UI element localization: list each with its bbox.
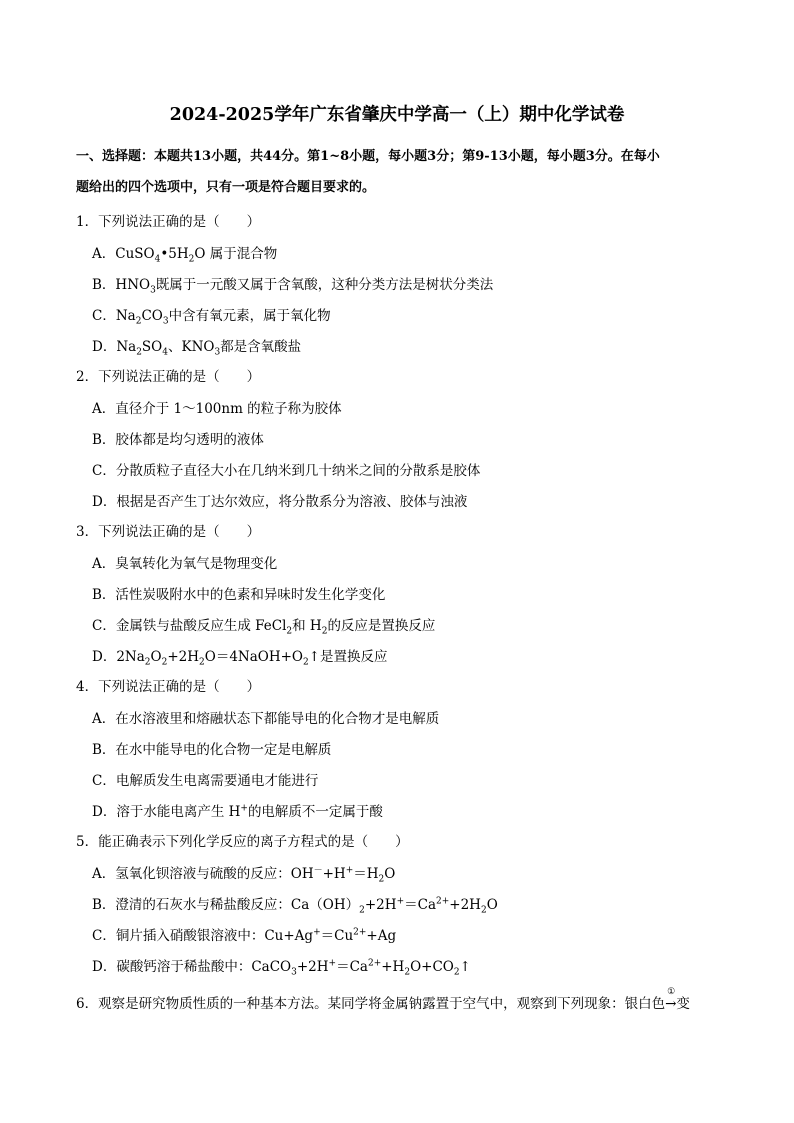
option-text-part: +: [345, 865, 354, 876]
page-title: 2024-2025学年广东省肇庆中学高一（上）期中化学试卷: [169, 105, 625, 125]
option-text-part: A．直径介于 1～100nm 的粒子称为胶体: [92, 401, 342, 417]
question-3-option-D: [92, 647, 388, 667]
option-text-part: 2: [144, 657, 151, 668]
question-1-option-B: [92, 275, 493, 295]
option-text-part: 2: [404, 967, 411, 978]
question-4-option-A: [92, 709, 439, 729]
option-text-part: O: [150, 649, 162, 665]
option-text-part: D．Na: [92, 339, 137, 355]
option-text-part: ↑: [459, 959, 471, 975]
option-text-part: 2: [136, 347, 142, 358]
option-text-part: A．CuSO: [92, 246, 155, 262]
question-2-option-B: [92, 430, 264, 450]
option-text-part: +2H: [167, 649, 200, 665]
section-line-1: 一、选择题：本题共13小题，共44分。第1~8小题，每小题3分；第9-13小题，每小题3分。在每小: [76, 149, 660, 164]
option-text-part: +2H: [449, 897, 481, 913]
question-5-option-C: [92, 926, 396, 946]
section-line-2: 题给出的四个选项中，只有一项是符合题目要求的。: [76, 180, 376, 195]
option-text-part: 2: [135, 316, 142, 327]
question-2-stem: 2．下列说法正确的是（ ）: [76, 369, 261, 385]
option-text-part: 3: [214, 347, 221, 358]
option-text-part: 2+: [353, 927, 367, 938]
question-5-stem: 5．能正确表示下列化学反应的离子方程式的是（ ）: [76, 834, 409, 850]
option-text-part: 3: [150, 285, 156, 296]
option-text-part: 2: [199, 657, 205, 668]
option-text-part: 2: [286, 626, 293, 637]
option-text-part: 2: [480, 905, 487, 916]
option-text-part: +H: [381, 959, 405, 975]
option-text-part: +H: [322, 866, 346, 882]
option-text-part: 2+: [367, 958, 382, 969]
option-text-part: 中含有氧元素，属于氧化物: [168, 308, 331, 324]
option-text-part: 2: [321, 626, 328, 637]
arrow-glyph: →: [665, 996, 677, 1012]
question-5-option-B: [92, 895, 498, 915]
option-text-part: ＝H: [353, 866, 379, 882]
option-text-part: +2H: [296, 959, 329, 975]
option-text-part: O＝4NaOH+O: [204, 649, 303, 665]
option-text-part: 既属于一元酸又属于含氧酸，这种分类方法是树状分类法: [155, 277, 494, 293]
option-text-part: C．电解质发生电离需要通电才能进行: [92, 773, 319, 789]
option-text-part: D．根据是否产生丁达尔效应，将分散系分为溶液、胶体与浊液: [92, 494, 468, 510]
option-text-part: +: [328, 958, 337, 969]
option-text-part: ↑是置换反应: [308, 649, 388, 665]
question-2-option-C: [92, 461, 480, 481]
option-text-part: C．分散质粒子直径大小在几纳米到几十纳米之间的分散系是胶体: [92, 463, 481, 479]
option-text-part: C．Na: [92, 308, 136, 324]
option-text-part: +: [240, 803, 248, 814]
question-3-option-C: [92, 616, 435, 636]
option-text-part: ＝Cu: [320, 928, 354, 944]
option-text-part: B．澄清的石灰水与稀盐酸反应：Ca（OH）: [92, 897, 360, 913]
question-3-option-B: [92, 585, 385, 605]
option-text-part: 的反应是置换反应: [327, 618, 436, 634]
option-text-part: 2: [453, 967, 460, 978]
option-text-part: 4: [162, 347, 168, 358]
option-text-part: B．在水中能导电的化合物一定是电解质: [92, 742, 332, 758]
option-text-part: D．溶于水能电离产生 H: [92, 804, 241, 820]
question-4-option-C: [92, 771, 318, 791]
question-6-text: 6．观察是研究物质性质的一种基本方法。某同学将金属钠露置于空气中，观察到下列现象：银白色: [76, 996, 666, 1012]
question-4-option-B: [92, 740, 331, 760]
option-text-part: O+CO: [410, 959, 454, 975]
option-text-part: O: [486, 897, 498, 913]
arrow-step-mark: ①: [667, 987, 676, 997]
option-text-part: 和 H: [292, 618, 322, 634]
option-text-part: CO: [141, 308, 163, 324]
option-text-part: D．碳酸钙溶于稀盐酸中：CaCO: [92, 959, 292, 975]
option-text-part: C．金属铁与盐酸反应生成 FeCl: [92, 618, 287, 634]
option-text-part: O 属于混合物: [194, 246, 278, 262]
option-text-part: O: [384, 866, 396, 882]
option-text-part: SO: [141, 339, 163, 355]
option-text-part: 2: [303, 657, 309, 668]
question-4-stem: 4．下列说法正确的是（ ）: [76, 679, 261, 695]
option-text-part: A．氢氧化钡溶液与硫酸的反应：OH: [92, 866, 314, 882]
question-1-option-A: [92, 244, 277, 264]
option-text-part: ＝Ca: [336, 959, 368, 975]
question-5-option-D: [92, 957, 471, 977]
option-text-part: B．活性炭吸附水中的色素和异味时发生化学变化: [92, 587, 386, 603]
question-6-stem: [76, 987, 690, 1014]
question-3-option-A: [92, 554, 277, 574]
option-text-part: +: [313, 927, 321, 938]
option-text-part: 2+: [436, 896, 450, 907]
option-text-part: 4: [154, 254, 161, 265]
option-text-part: 3: [162, 316, 169, 327]
option-text-part: C．铜片插入硝酸银溶液中：Cu+Ag: [92, 928, 314, 944]
question-6-tail: 变: [676, 996, 690, 1012]
option-text-part: 、KNO: [167, 339, 215, 355]
question-5-option-A: [92, 864, 395, 884]
option-text-part: B．胶体都是均匀透明的液体: [92, 432, 264, 448]
option-text-part: B．HNO: [92, 277, 151, 293]
question-2-option-D: [92, 492, 467, 512]
question-1-option-D: [92, 337, 301, 357]
option-text-part: 2: [188, 254, 195, 265]
option-text-part: A．臭氧转化为氧气是物理变化: [92, 556, 278, 572]
option-text-part: +2H: [364, 897, 397, 913]
option-text-part: 2: [161, 657, 168, 668]
option-text-part: 3: [291, 967, 297, 978]
option-text-part: A．在水溶液里和熔融状态下都能导电的化合物才是电解质: [92, 711, 440, 727]
question-2-option-A: [92, 399, 342, 419]
question-1-stem: 1．下列说法正确的是（ ）: [76, 214, 261, 230]
option-text-part: 的电解质不一定属于酸: [247, 804, 383, 820]
reaction-arrow: [665, 987, 677, 1014]
option-text-part: 2: [378, 874, 385, 885]
option-text-part: 都是含氧酸盐: [220, 339, 302, 355]
question-3-stem: 3．下列说法正确的是（ ）: [76, 524, 261, 540]
question-1-option-C: [92, 306, 331, 326]
question-4-option-D: [92, 802, 383, 822]
option-text-part: D．2Na: [92, 649, 145, 665]
section-instructions: [76, 141, 726, 203]
option-text-part: +: [396, 896, 405, 907]
option-text-part: 2: [359, 905, 365, 916]
option-text-part: +Ag: [366, 928, 397, 944]
option-text-part: －: [313, 865, 323, 876]
option-text-part: ＝Ca: [404, 897, 436, 913]
option-text-part: •5H: [160, 246, 189, 262]
